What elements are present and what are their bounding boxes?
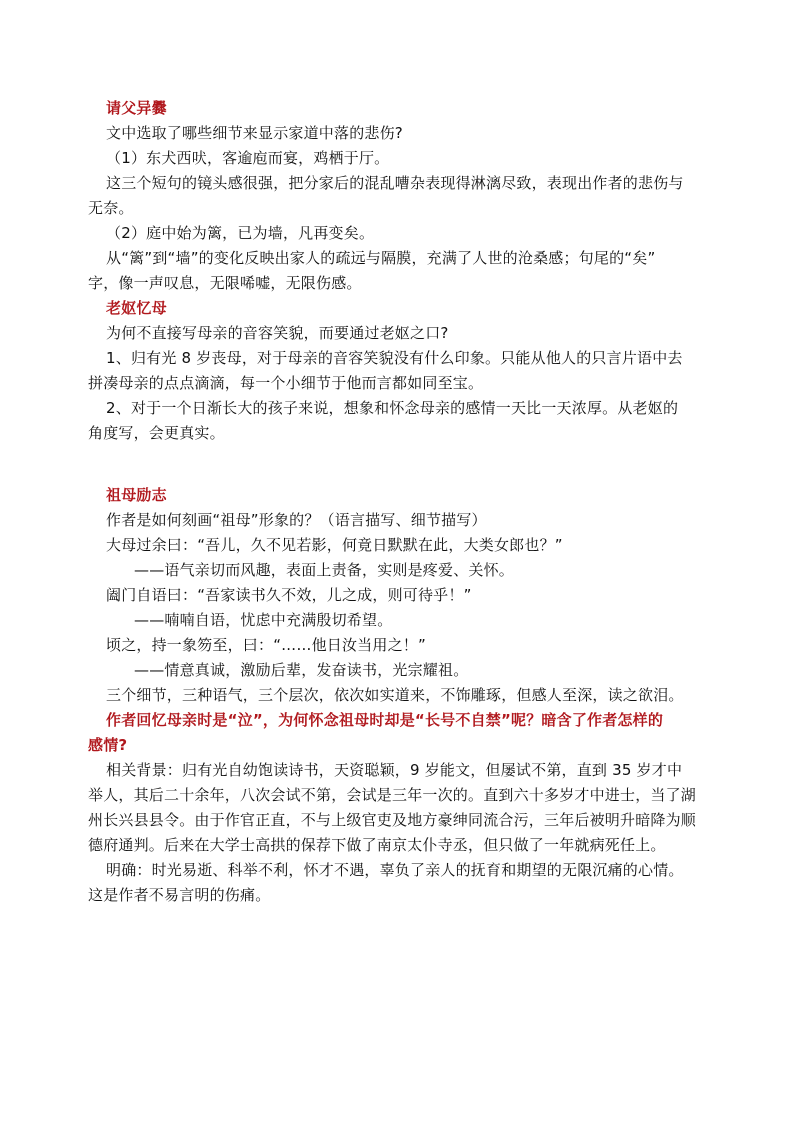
quote-line: 大母过余曰：“吾儿，久不见若影，何竟日默默在此，大类女郎也？” (106, 536, 563, 554)
background-line: 相关背景：归有光自幼饱读诗书，天资聪颖，9 岁能文，但屡试不第，直到 35 岁才中 (106, 761, 683, 779)
question-text: 作者是如何刻画“祖母”形象的？（语言描写、细节描写） (106, 511, 487, 529)
conclusion-line: 明确：时光易逝、科举不利，怀才不遇，辜负了亲人的抚育和期望的无限沉痛的心情。 (106, 861, 684, 879)
spacer (106, 471, 716, 483)
summary-line: 三个细节，三种语气，三个层次，依次如实道来，不饰雕琢，但感人至深，读之欲泪。 (106, 686, 684, 704)
highlight-question: 感情? (88, 736, 128, 754)
spacer (106, 446, 716, 471)
conclusion-line: 这是作者不易言明的伤痛。 (88, 886, 271, 904)
section-heading-2: 老妪忆母 (106, 299, 167, 317)
background-line: 举人，其后二十余年，八次会试不第，会试是三年一次的。直到六十多岁才中进士，当了湖 (88, 786, 697, 804)
section-heading-3: 祖母励志 (106, 486, 167, 504)
background-line: 德府通判。后来在大学士高拱的保荐下做了南京太仆寺丞，但只做了一年就病死任上。 (88, 836, 666, 854)
background-line: 州长兴县县令。由于作官正直，不与上级官吏及地方豪绅同流合污，三年后被明升暗降为顺 (88, 811, 697, 829)
paragraph-line: 角度写，会更真实。 (88, 424, 225, 442)
paragraph-line: 从“篱”到“墙”的变化反映出家人的疏远与隔膜，充满了人世的沧桑感；句尾的“矣” (106, 249, 656, 267)
section-heading-1: 请父异爨 (106, 99, 167, 117)
paragraph-line: 无奈。 (88, 199, 134, 217)
paragraph-line: 这三个短句的镜头感很强，把分家后的混乱嘈杂表现得淋漓尽致，表现出作者的悲伤与 (106, 174, 684, 192)
quote-line: 顷之，持一象笏至，曰：“……他日汝当用之！” (106, 636, 426, 654)
quote-line: 阖门自语曰：“吾家读书久不效，儿之成，则可待乎！” (106, 586, 472, 604)
highlight-question: 作者回忆母亲时是“泣”，为何怀念祖母时却是“长号不自禁”呢？暗含了作者怎样的 (106, 711, 664, 729)
analysis-line: ——语气亲切而风趣，表面上责备，实则是疼爱、关怀。 (134, 561, 515, 579)
paragraph-line: 2、对于一个日渐长大的孩子来说，想象和怀念母亲的感情一天比一天浓厚。从老妪的 (106, 399, 679, 417)
paragraph-line: 字，像一声叹息，无限唏嘘，无限伤感。 (88, 274, 362, 292)
detail-item-2: （2）庭中始为篱，已为墙，凡再变矣。 (106, 224, 375, 242)
paragraph-line: 1、归有光 8 岁丧母，对于母亲的音容笑貌没有什么印象。只能从他人的只言片语中去 (106, 349, 683, 367)
detail-item-1: （1）东犬西吠，客逾庖而宴，鸡栖于厅。 (106, 149, 390, 167)
analysis-line: ——情意真诚，激励后辈，发奋读书，光宗耀祖。 (134, 661, 469, 679)
question-text: 为何不直接写母亲的音容笑貌，而要通过老妪之口? (106, 324, 449, 342)
question-text: 文中选取了哪些细节来显示家道中落的悲伤? (106, 124, 403, 142)
paragraph-line: 拼凑母亲的点点滴滴，每一个小细节于他而言都如同至宝。 (88, 374, 484, 392)
analysis-line: ——喃喃自语，忧虑中充满殷切希望。 (134, 611, 393, 629)
document-body (88, 96, 716, 908)
